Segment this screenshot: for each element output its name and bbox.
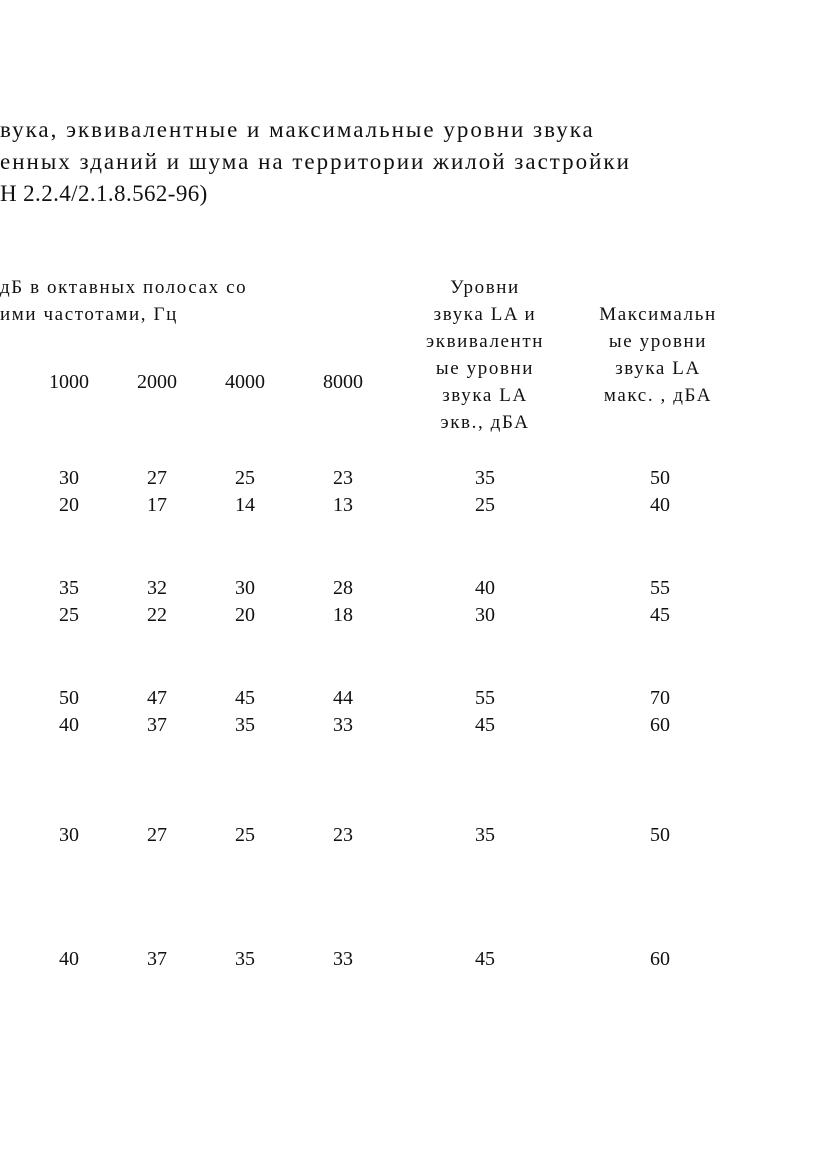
cell-2000hz: 32: [147, 577, 167, 599]
cell-1000hz: 50: [59, 687, 79, 709]
cell-la-max: 70: [650, 687, 670, 709]
cell-2000hz: 27: [147, 824, 167, 846]
document-title: [0, 114, 631, 210]
title-line: Н 2.2.4/2.1.8.562-96): [0, 181, 208, 206]
frequency-header-1000: 1000: [49, 371, 89, 393]
cell-la-max: 60: [650, 714, 670, 736]
frequency-header-2000: 2000: [137, 371, 177, 393]
cell-la-equivalent: 30: [475, 604, 495, 626]
cell-8000hz: 23: [333, 467, 353, 489]
cell-la-equivalent: 55: [475, 687, 495, 709]
cell-1000hz: 40: [59, 948, 79, 970]
cell-2000hz: 37: [147, 948, 167, 970]
cell-4000hz: 45: [235, 687, 255, 709]
cell-2000hz: 47: [147, 687, 167, 709]
cell-4000hz: 30: [235, 577, 255, 599]
cell-8000hz: 28: [333, 577, 353, 599]
cell-la-max: 45: [650, 604, 670, 626]
la-equivalent-header: [410, 274, 560, 436]
cell-la-equivalent: 45: [475, 948, 495, 970]
cell-4000hz: 14: [235, 494, 255, 516]
header-line: звука LA: [442, 385, 528, 406]
cell-2000hz: 17: [147, 494, 167, 516]
header-line: Максимальн: [599, 304, 717, 325]
cell-la-max: 50: [650, 467, 670, 489]
cell-2000hz: 22: [147, 604, 167, 626]
cell-4000hz: 35: [235, 948, 255, 970]
header-line: Уровни: [450, 277, 520, 298]
header-line: макс. , дБА: [603, 385, 713, 406]
cell-la-equivalent: 40: [475, 577, 495, 599]
cell-1000hz: 30: [59, 824, 79, 846]
header-line: ими частотами, Гц: [0, 304, 178, 325]
cell-2000hz: 37: [147, 714, 167, 736]
cell-2000hz: 27: [147, 467, 167, 489]
cell-la-equivalent: 25: [475, 494, 495, 516]
cell-8000hz: 44: [333, 687, 353, 709]
cell-la-max: 50: [650, 824, 670, 846]
cell-1000hz: 30: [59, 467, 79, 489]
title-line: енных зданий и шума на территории жилой застройки: [0, 149, 631, 174]
cell-la-max: 60: [650, 948, 670, 970]
cell-la-max: 40: [650, 494, 670, 516]
cell-4000hz: 35: [235, 714, 255, 736]
cell-1000hz: 25: [59, 604, 79, 626]
cell-8000hz: 18: [333, 604, 353, 626]
header-line: дБ в октавных полосах со: [0, 277, 248, 298]
cell-1000hz: 20: [59, 494, 79, 516]
cell-8000hz: 13: [333, 494, 353, 516]
cell-8000hz: 33: [333, 714, 353, 736]
cell-la-equivalent: 45: [475, 714, 495, 736]
header-line: ые уровни: [435, 358, 535, 379]
header-line: ые уровни: [608, 331, 708, 352]
cell-4000hz: 25: [235, 824, 255, 846]
cell-8000hz: 23: [333, 824, 353, 846]
octave-band-header: [0, 274, 247, 328]
cell-4000hz: 20: [235, 604, 255, 626]
cell-la-max: 55: [650, 577, 670, 599]
header-line: эквивалентн: [426, 331, 544, 352]
header-line: звука LA: [615, 358, 701, 379]
cell-4000hz: 25: [235, 467, 255, 489]
cell-1000hz: 40: [59, 714, 79, 736]
header-line: экв., дБА: [440, 412, 530, 433]
la-max-header: [578, 301, 738, 409]
cell-8000hz: 33: [333, 948, 353, 970]
header-line: звука LA и: [433, 304, 537, 325]
title-line: вука, эквивалентные и максимальные уровни звука: [0, 117, 595, 142]
cell-la-equivalent: 35: [475, 467, 495, 489]
frequency-header-4000: 4000: [225, 371, 265, 393]
frequency-header-8000: 8000: [323, 371, 363, 393]
cell-la-equivalent: 35: [475, 824, 495, 846]
cell-1000hz: 35: [59, 577, 79, 599]
